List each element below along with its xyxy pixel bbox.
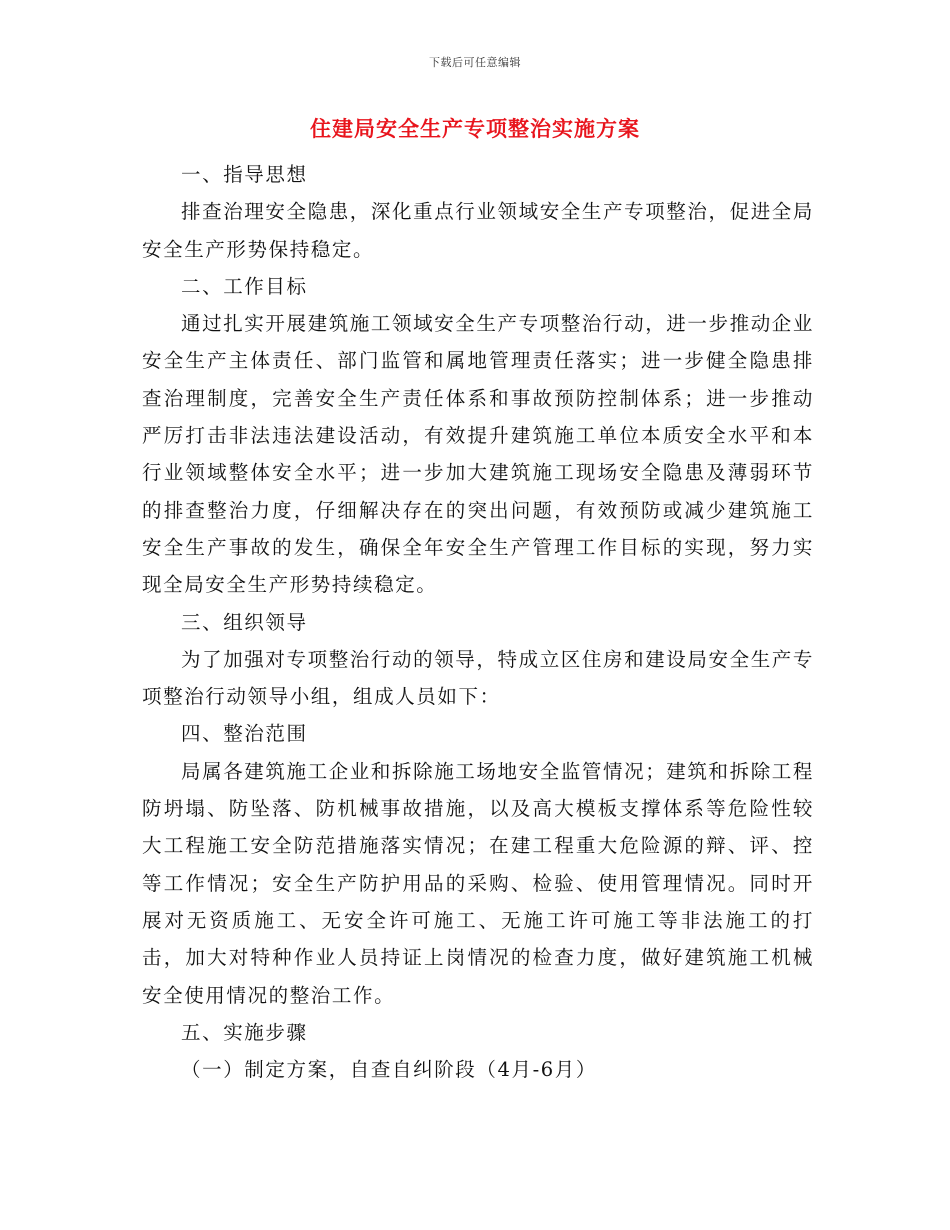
section-paragraph-scope: 局属各建筑施工企业和拆除施工场地安全监管情况；建筑和拆除工程防坍塌、防坠落、防机械事故措施，以及高大模板支撑体系等危险性较大工程施工安全防范措施落实情况；在建工程重大危险源的辩、评、控等工作情况；安全生产防护用品的采购、检验、使用管理情况。同时开展对无资质施工、无安全许可施工、无施工许可施工等非法施工的打击，加大对特种作业人员持证上岗情况的检查力度，做好建筑施工机械安全使用情况的整治工作。 (142, 759, 815, 1007)
section-paragraph-guiding-ideology: 排查治理安全隐患，深化重点行业领域安全生产专项整治，促进全局安全生产形势保持稳定。 (142, 200, 815, 261)
sub-heading-phase-one: （一）制定方案，自查自纠阶段（4月-6月） (181, 1058, 598, 1082)
document-body (142, 156, 814, 1088)
section-heading-guiding-ideology: 一、指导思想 (181, 163, 308, 186)
section-heading-scope: 四、整治范围 (181, 722, 308, 746)
page-header-note: 下载后可任意编辑 (429, 56, 521, 69)
document-title: 住建局安全生产专项整治实施方案 (310, 116, 640, 141)
section-heading-organization: 三、组织领导 (181, 610, 308, 634)
section-heading-implementation-steps: 五、实施步骤 (181, 1020, 308, 1044)
section-heading-work-goals: 二、工作目标 (181, 274, 308, 298)
section-paragraph-organization: 为了加强对专项整治行动的领导，特成立区住房和建设局安全生产专项整治行动领导小组，组成人员如下： (142, 647, 815, 709)
section-paragraph-work-goals: 通过扎实开展建筑施工领域安全生产专项整治行动，进一步推动企业安全生产主体责任、部门监管和属地管理责任落实；进一步健全隐患排查治理制度，完善安全生产责任体系和事故预防控制体系；进一步推动严厉打击非法违法建设活动，有效提升建筑施工单位本质安全水平和本行业领域整体安全水平；进一步加大建筑施工现场安全隐患及薄弱环节的排查整治力度，仔细解决存在的突出问题，有效预防或减少建筑施工安全生产事故的发生，确保全年安全生产管理工作目标的实现，努力实现全局安全生产形势持续稳定。 (142, 312, 815, 597)
